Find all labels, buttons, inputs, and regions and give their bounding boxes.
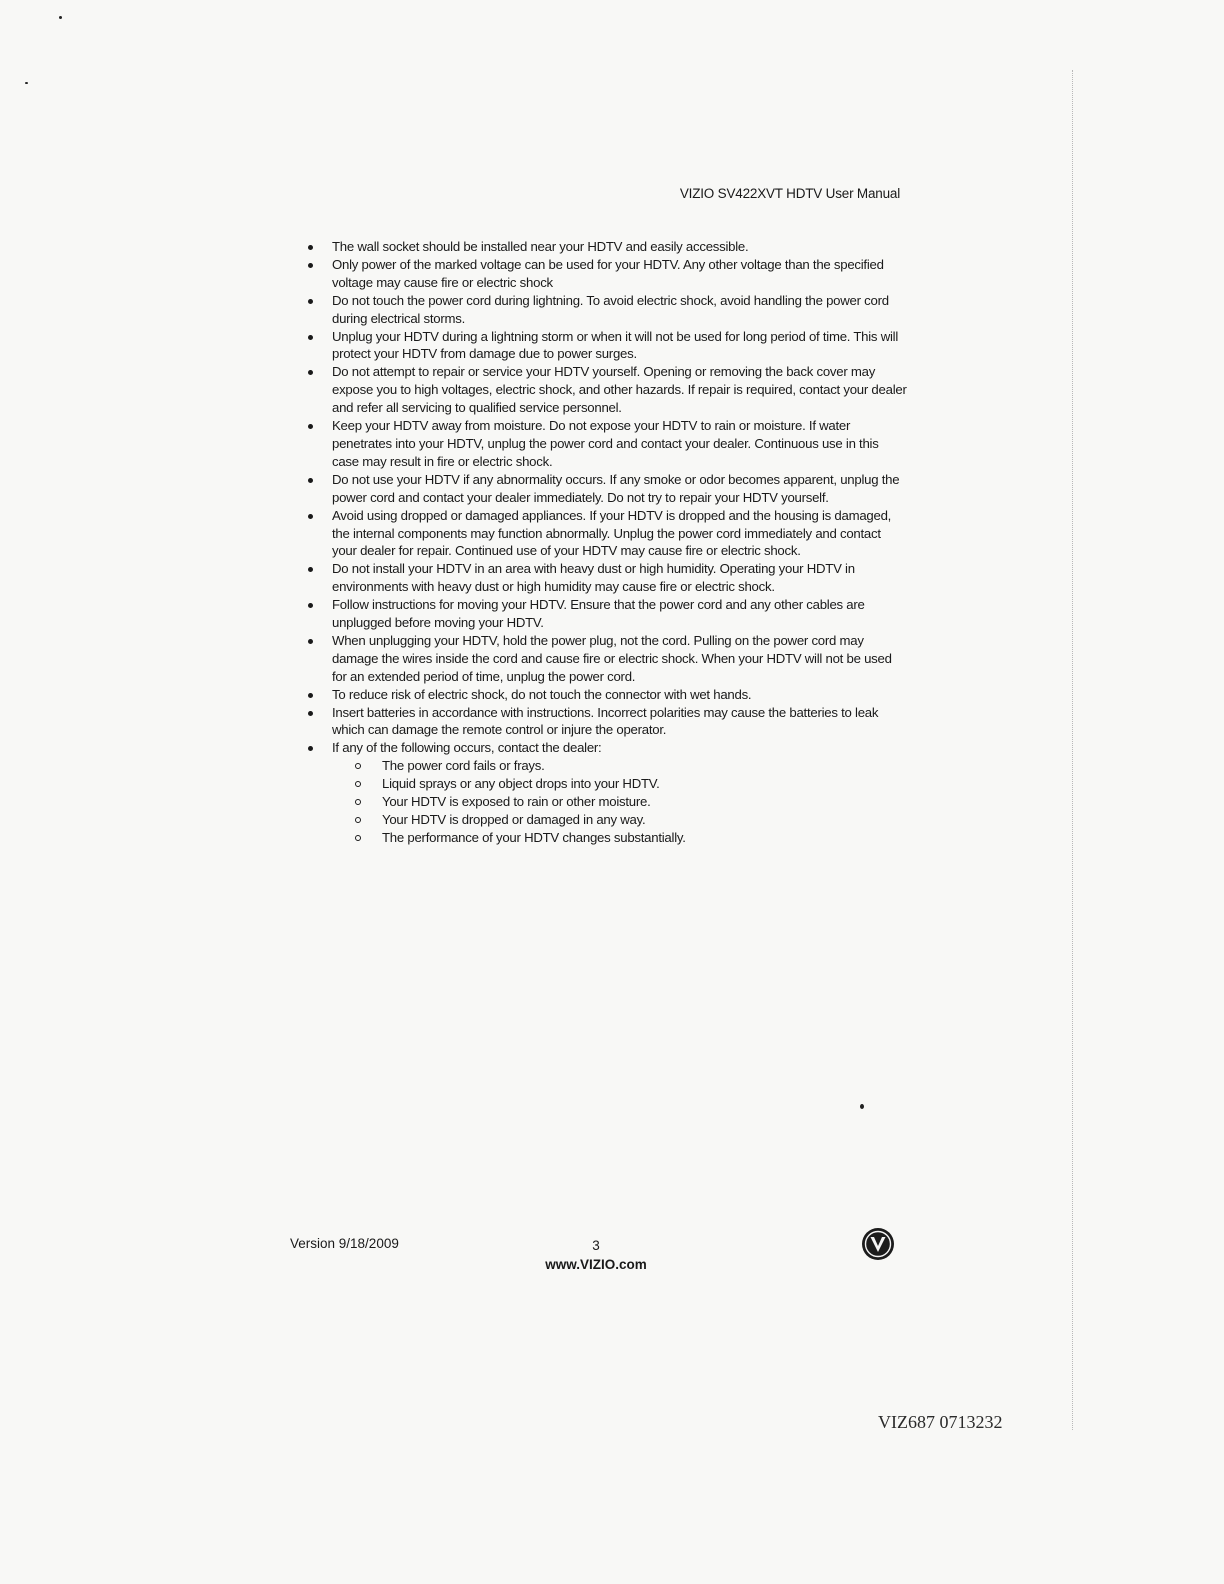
sub-list-item bbox=[354, 811, 908, 829]
sub-list-item bbox=[354, 775, 908, 793]
list-item bbox=[308, 704, 908, 740]
list-item-text: If any of the following occurs, contact the dealer: bbox=[332, 740, 602, 756]
safety-list bbox=[308, 238, 908, 847]
bullet-icon bbox=[308, 478, 313, 483]
sub-list-item-text: Liquid sprays or any object drops into your HDTV. bbox=[382, 776, 660, 792]
list-item-text: To reduce risk of electric shock, do not touch the connector with wet hands. bbox=[332, 686, 752, 702]
bullet-icon bbox=[308, 424, 313, 429]
sub-list-item bbox=[354, 793, 908, 811]
list-item-text: Insert batteries in accordance with instructions. Incorrect polarities may cause the batteries to leak which can damage the remote control or injure the operator. bbox=[332, 704, 879, 738]
list-item-text: Follow instructions for moving your HDTV. Ensure that the power cord and any other cables are unplugged before moving your HDTV. bbox=[332, 597, 865, 631]
list-item bbox=[308, 686, 908, 704]
bates-number: VIZ687 0713232 bbox=[878, 1412, 1003, 1432]
list-item-text: The wall socket should be installed near your HDTV and easily accessible. bbox=[332, 239, 749, 254]
sub-list-item-text: The power cord fails or frays. bbox=[382, 758, 545, 774]
bullet-icon bbox=[308, 245, 313, 250]
list-item bbox=[308, 292, 908, 328]
list-item bbox=[308, 632, 908, 686]
footer-center bbox=[500, 1236, 692, 1274]
sub-list-item bbox=[354, 829, 908, 847]
scan-speck bbox=[25, 82, 28, 84]
scan-speck bbox=[59, 16, 62, 19]
list-item bbox=[308, 363, 908, 417]
sub-list-item bbox=[354, 757, 908, 775]
bullet-icon bbox=[308, 335, 313, 340]
vizio-v-logo-icon bbox=[861, 1227, 895, 1261]
hollow-bullet-icon bbox=[355, 763, 361, 769]
list-item-text: Keep your HDTV away from moisture. Do not expose your HDTV to rain or moisture. If water penetrates into your HDTV, unplug the power cord and contact your dealer. Continuous use in this case may result in fire or electric shock. bbox=[332, 418, 879, 469]
bullet-icon bbox=[308, 567, 313, 572]
list-item bbox=[308, 507, 908, 561]
bullet-icon bbox=[308, 746, 313, 751]
sub-list-item-text: Your HDTV is dropped or damaged in any way. bbox=[382, 812, 646, 827]
list-item-text: Unplug your HDTV during a lightning storm or when it will not be used for long period of time. This will protect your HDTV from damage due to power surges. bbox=[332, 328, 899, 362]
list-item-text: Do not touch the power cord during lightning. To avoid electric shock, avoid handling the power cord during electrical storms. bbox=[332, 292, 889, 326]
bullet-icon bbox=[308, 693, 313, 698]
list-item-text: Do not use your HDTV if any abnormality occurs. If any smoke or odor becomes apparent, unplug the power cord and contact your dealer immediately. Do not try to repair your HDTV yourself. bbox=[332, 471, 900, 505]
hollow-bullet-icon bbox=[355, 799, 361, 805]
bullet-icon bbox=[308, 514, 313, 519]
scan-edge-line bbox=[1072, 70, 1074, 1430]
list-item bbox=[308, 471, 908, 507]
list-item bbox=[308, 417, 908, 471]
page-header: VIZIO SV422XVT HDTV User Manual bbox=[679, 186, 900, 201]
bullet-icon bbox=[308, 370, 313, 375]
scan-speck bbox=[860, 1104, 864, 1109]
list-item-text: Do not attempt to repair or service your HDTV yourself. Opening or removing the back cover may expose you to high voltages, electric shock, and other hazards. If repair is required, contact your dealer and refer all servicing to qualified service personnel. bbox=[332, 364, 907, 416]
page-number: 3 bbox=[592, 1238, 600, 1253]
bullet-icon bbox=[308, 299, 313, 304]
bullet-icon bbox=[308, 263, 313, 268]
bullet-icon bbox=[308, 639, 313, 644]
footer-version: Version 9/18/2009 bbox=[290, 1236, 399, 1251]
list-item bbox=[308, 560, 908, 596]
list-item-text: When unplugging your HDTV, hold the power plug, not the cord. Pulling on the power cord may damage the wires inside the cord and cause fire or electric shock. When your HDTV will not be used for an extended period of time, unplug the power cord. bbox=[332, 632, 892, 684]
hollow-bullet-icon bbox=[355, 781, 361, 787]
dealer-conditions-list bbox=[332, 757, 908, 847]
list-item bbox=[308, 328, 908, 364]
list-item bbox=[308, 596, 908, 632]
footer-website: www.VIZIO.com bbox=[545, 1257, 647, 1272]
sub-list-item-text: Your HDTV is exposed to rain or other moisture. bbox=[382, 794, 651, 810]
sub-list-item-text: The performance of your HDTV changes substantially. bbox=[382, 829, 686, 845]
list-item bbox=[308, 739, 908, 846]
list-item bbox=[308, 256, 908, 292]
bullet-icon bbox=[308, 711, 313, 716]
hollow-bullet-icon bbox=[355, 817, 361, 823]
list-item-text: Only power of the marked voltage can be used for your HDTV. Any other voltage than the specified voltage may cause fire or electric shock bbox=[332, 256, 884, 290]
hollow-bullet-icon bbox=[355, 835, 361, 841]
list-item-text: Avoid using dropped or damaged appliances. If your HDTV is dropped and the housing is damaged, the internal components may function abnormally. Unplug the power cord immediately and contact your dealer for repair. Continued use of your HDTV may cause fire or electric shock. bbox=[332, 507, 892, 559]
list-item bbox=[308, 238, 908, 256]
list-item-text: Do not install your HDTV in an area with heavy dust or high humidity. Operating your HDTV in environments with heavy dust or high humidity may cause fire or electric shock. bbox=[332, 561, 855, 595]
bullet-icon bbox=[308, 603, 313, 608]
